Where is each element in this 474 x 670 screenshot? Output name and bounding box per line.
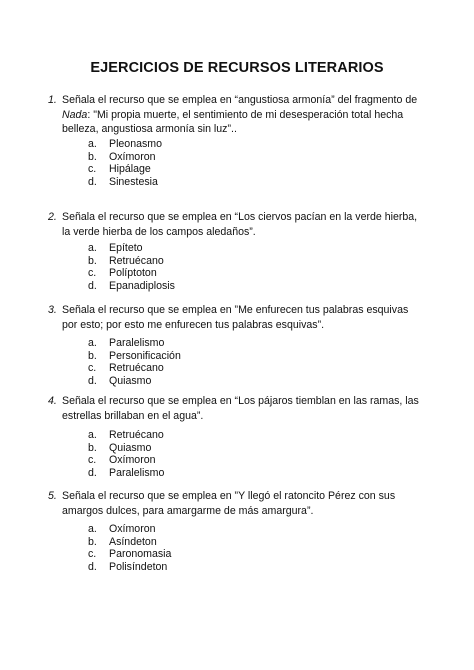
- document-page: EJERCICIOS DE RECURSOS LITERARIOS 1. Señala el recurso que se emplea en “angustiosa armonía” del fragmento de Nada: "Mi propia muerte, el sentimiento de mi desesperación total hecha belleza, angustiosa armonía sin luz”.. a. Pleonasmo b. Oxímoron c. Hipálage d. Sinestesia 2. Señala el recurso que se emplea en “Los ciervos pacían en la verde hierba, la verde hierba de los campos aledaños”. a. Epíteto b. Retruécano c. Políptoton d. Epanadiplosis 3. Señala el recurso que se emplea en ”Me enfurecen tus palabras esquivas por esto; por esto me enfurecen tus palabras esquivas”. a. Paralelismo b. Personificación c. Retruécano d. Quiasmo 4. Señala el recurso que se emplea en “Los pájaros tiemblan en las ramas, las estrellas brillaban en el agua”. a. Retruécano b. Quiasmo c. Oxímoron d. Paralelismo 5. Señala el recurso que se emplea en ”Y llegó el ratoncito Pérez con sus amargos dulces, para amargarme de más amargura”. a. Oxímoron b. Asíndeton c. Paronomasia d. Polisíndeton: [0, 0, 474, 670]
- question-number: 2.: [48, 211, 57, 223]
- question-3: [48, 303, 422, 332]
- question-number: 5.: [48, 490, 57, 502]
- question-1: [48, 93, 422, 137]
- question-2: [48, 210, 422, 239]
- page-title: EJERCICIOS DE RECURSOS LITERARIOS: [90, 60, 384, 76]
- question-number: 4.: [48, 395, 57, 407]
- question-text: Señala el recurso que se emplea en “angustiosa armonía” del fragmento de Nada: "Mi propia muerte, el sentimiento de mi desesperación total hecha belleza, angustiosa armonía sin luz”..: [62, 94, 418, 135]
- question-number: 1.: [48, 94, 57, 106]
- question-text: Señala el recurso que se emplea en “Los pájaros tiemblan en las ramas, las estrellas brillaban en el agua”.: [62, 395, 419, 422]
- question-text: Señala el recurso que se emplea en “Los ciervos pacían en la verde hierba, la verde hierba de los campos aledaños”.: [62, 211, 418, 238]
- question-text: Señala el recurso que se emplea en ”Y llegó el ratoncito Pérez con sus amargos dulces, para amargarme de más amargura”.: [62, 490, 396, 517]
- question-text: Señala el recurso que se emplea en ”Me enfurecen tus palabras esquivas por esto; por esto me enfurecen tus palabras esquivas”.: [62, 304, 409, 331]
- question-5: [48, 489, 422, 518]
- question-number: 3.: [48, 304, 57, 316]
- question-4: [48, 394, 422, 423]
